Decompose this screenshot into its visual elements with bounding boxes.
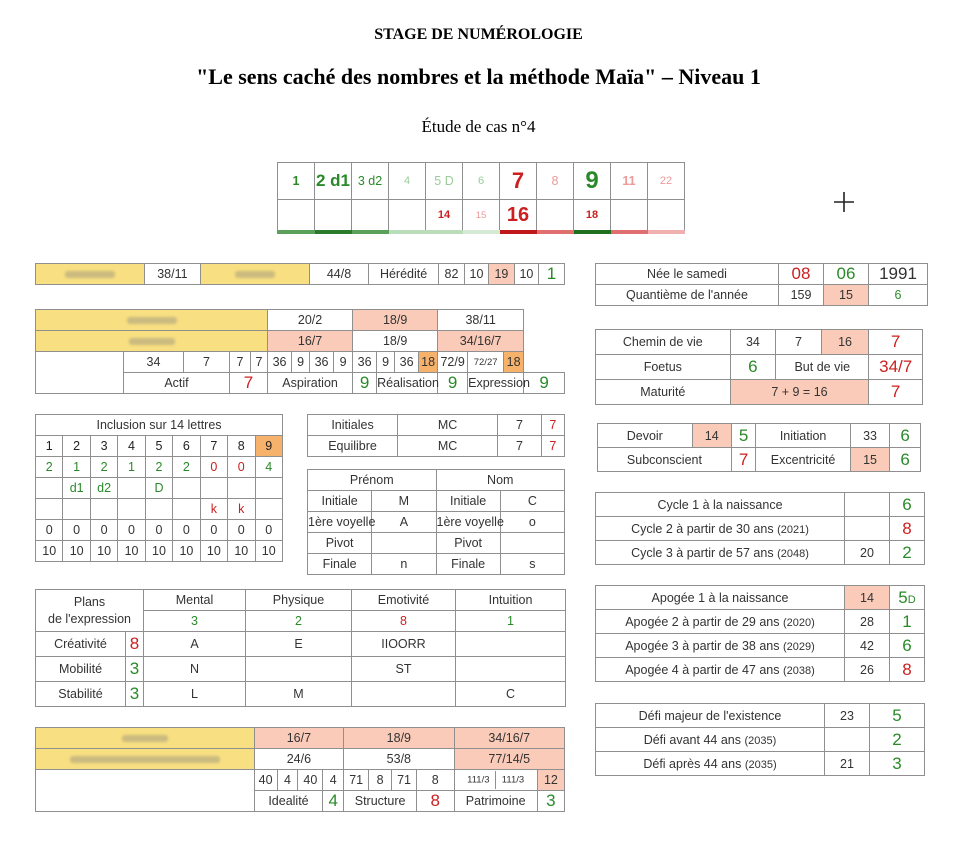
name-number: 71: [392, 770, 417, 791]
equilibre-label: Equilibre: [308, 436, 398, 457]
name-number: 40: [254, 770, 277, 791]
plan-cell: ST: [352, 657, 456, 682]
cycle-label: Cycle 2 à partir de 30 ans (2021): [596, 517, 845, 541]
nom-header: Nom: [436, 470, 565, 491]
birth-year: 1991: [869, 264, 928, 285]
crosshair-cursor-icon: [834, 192, 854, 212]
inclusion-karmic: k: [228, 499, 255, 520]
inclusion-count: 4: [255, 457, 283, 478]
plan-cell: C: [456, 682, 566, 707]
grid-cell: 7: [500, 163, 537, 200]
case-title: Étude de cas n°4: [421, 117, 536, 136]
inclusion-ten: 10: [90, 541, 117, 562]
cycles-table: [595, 492, 925, 565]
nom-finale: s: [500, 554, 564, 575]
chemin-value: 7: [776, 330, 822, 355]
name-number: 53/8: [344, 749, 454, 770]
nom-initiale-label: Initiale: [436, 491, 500, 512]
name-number: 36: [395, 352, 419, 373]
name-number: 9: [377, 352, 395, 373]
redacted-name: [200, 264, 309, 285]
cycle-number: [845, 517, 890, 541]
nom-pivot: [500, 533, 564, 554]
defi-label: Défi majeur de l'existence: [596, 704, 825, 728]
prenom-initiale: M: [372, 491, 436, 512]
initiation-label: Initiation: [756, 424, 851, 448]
inclusion-count: 2: [173, 457, 200, 478]
inclusion-ten: 10: [173, 541, 200, 562]
name-value: 38/11: [145, 264, 200, 285]
inclusion-count: 0: [200, 457, 227, 478]
defi-value: 2: [870, 728, 925, 752]
chemin-de-vie-table: [595, 329, 923, 405]
plan-cell: [246, 657, 352, 682]
inclusion-ten: 10: [63, 541, 90, 562]
quantieme-value: 159: [779, 285, 824, 306]
plan-cell: [352, 682, 456, 707]
inclusion-digit: 8: [228, 436, 255, 457]
name-number: 40: [298, 770, 323, 791]
heredite-value: 82: [438, 264, 464, 285]
initiales-label: Initiales: [308, 415, 398, 436]
grid-cell: [315, 200, 352, 233]
but-de-vie-value: 34/7: [869, 355, 923, 380]
apogee-number: 28: [845, 610, 890, 634]
cycle-value: 8: [890, 517, 925, 541]
patrimoine-value: 3: [537, 791, 564, 812]
inclusion-karmic: [173, 499, 200, 520]
actif-value: 7: [230, 373, 268, 394]
grid-cell: 3 d2: [352, 163, 389, 200]
nom-voyelle-label: 1ère voyelle: [436, 512, 500, 533]
inclusion-mark: [255, 478, 283, 499]
inclusion-karmic: [36, 499, 63, 520]
name-number: 9: [334, 352, 353, 373]
birth-table: [595, 263, 928, 306]
redacted-name: [36, 749, 255, 770]
inclusion-karmic: [118, 499, 145, 520]
plan-row-label: Mobilité: [36, 657, 126, 682]
name-number: 7: [230, 352, 251, 373]
name-number: 36: [268, 352, 292, 373]
stage-title: STAGE DE NUMÉROLOGIE: [374, 26, 583, 43]
name-number: 36: [310, 352, 334, 373]
grid-cell: [648, 200, 685, 233]
name-number: 7: [184, 352, 230, 373]
devoir-value: 14: [692, 424, 731, 448]
grid-cell: 11: [611, 163, 648, 200]
name-value: 44/8: [309, 264, 368, 285]
plans-title-line2: de l'expression: [48, 611, 131, 626]
inclusion-mark: [200, 478, 227, 499]
plan-row-label: Stabilité: [36, 682, 126, 707]
expression-value: 9: [524, 373, 565, 394]
inclusion-mark: D: [145, 478, 172, 499]
initiales-result: 7: [541, 415, 564, 436]
grid-cell: 5 D: [426, 163, 463, 200]
apogee-number: 14: [845, 586, 890, 610]
plan-cell: IIOORR: [352, 632, 456, 657]
inclusion-mark: [173, 478, 200, 499]
inclusion-count: 2: [90, 457, 117, 478]
inclusion-karmic: [145, 499, 172, 520]
prenom-voyelle-label: 1ère voyelle: [308, 512, 372, 533]
subconscient-value: 7: [731, 448, 755, 472]
apogee-label: Apogée 2 à partir de 29 ans (2020): [596, 610, 845, 634]
structure-value: 8: [417, 791, 455, 812]
inclusion-mark: d1: [63, 478, 90, 499]
name-number: [454, 770, 537, 791]
grid-cell: 18: [574, 200, 611, 233]
apogee-label: Apogée 3 à partir de 38 ans (2029): [596, 634, 845, 658]
prenom-nom-table: [307, 469, 565, 575]
plan-row-number: 3: [126, 657, 144, 682]
nom-initiale: C: [500, 491, 564, 512]
name-number: 16/7: [268, 331, 353, 352]
name-number: 38/11: [438, 310, 524, 331]
equilibre-number: 7: [498, 436, 542, 457]
empty-cell: [36, 770, 255, 812]
apogees-table: [595, 585, 925, 682]
aspiration-label: Aspiration: [268, 373, 353, 394]
grid-cell: [278, 200, 315, 233]
name-number: 34: [124, 352, 184, 373]
name-number: 34/16/7: [454, 728, 564, 749]
inclusion-ten: 10: [36, 541, 63, 562]
chemin-value: 34: [730, 330, 776, 355]
prenom-initiale-label: Initiale: [308, 491, 372, 512]
nom-pivot-label: Pivot: [436, 533, 500, 554]
inclusion-mark: d2: [90, 478, 117, 499]
plan-total-emotivite: 8: [352, 611, 456, 632]
grid-cell: 4: [389, 163, 426, 200]
equilibre-value: MC: [398, 436, 498, 457]
plan-cell: L: [144, 682, 246, 707]
cycle-value: 6: [890, 493, 925, 517]
initiales-number: 7: [498, 415, 542, 436]
devoir-result: 5: [731, 424, 755, 448]
name-number: 18/9: [353, 331, 438, 352]
redacted-name: [36, 310, 268, 331]
inclusion-zero: 0: [90, 520, 117, 541]
inclusion-zero: 0: [173, 520, 200, 541]
inclusion-ten: 10: [118, 541, 145, 562]
chemin-label: Chemin de vie: [596, 330, 731, 355]
excentricite-value: 15: [850, 448, 889, 472]
grid-cell: 6: [463, 163, 500, 200]
grid-cell: [611, 200, 648, 233]
inclusion-title: Inclusion sur 14 lettres: [36, 415, 283, 436]
quantieme-value: 15: [824, 285, 869, 306]
inclusion-digit: 2: [63, 436, 90, 457]
grid-cell: 8: [537, 163, 574, 200]
name-number: 77/14/5: [454, 749, 564, 770]
name-number: 71: [344, 770, 369, 791]
plan-cell: [456, 632, 566, 657]
plan-cell: A: [144, 632, 246, 657]
name-number-part: 111/3: [467, 774, 490, 786]
birth-month: 06: [824, 264, 869, 285]
name-number: 20/2: [268, 310, 353, 331]
cycle-value: 2: [890, 541, 925, 565]
grid-cell: [389, 200, 426, 233]
prenom-finale-label: Finale: [308, 554, 372, 575]
grid-cell: 16: [500, 200, 537, 233]
inclusion-karmic: [255, 499, 283, 520]
maturite-label: Maturité: [596, 380, 731, 405]
initiales-table: [307, 414, 565, 457]
prenom-voyelle: A: [372, 512, 436, 533]
defi-label: Défi avant 44 ans (2035): [596, 728, 825, 752]
inclusion-zero: 0: [255, 520, 283, 541]
grid-cell: 9: [574, 163, 611, 200]
defi-value: 3: [870, 752, 925, 776]
heredite-value: 19: [488, 264, 514, 285]
plan-cell: E: [246, 632, 352, 657]
defi-label: Défi après 44 ans (2035): [596, 752, 825, 776]
grid-cell: 15: [463, 200, 500, 233]
inclusion-mark: [228, 478, 255, 499]
birth-label: Née le samedi: [596, 264, 779, 285]
prenom-finale: n: [372, 554, 436, 575]
inclusion-count: 2: [36, 457, 63, 478]
inclusion-digit: 9: [255, 436, 283, 457]
plan-row-number: 8: [126, 632, 144, 657]
heredite-label: Hérédité: [369, 264, 439, 285]
inclusion-ten: 10: [228, 541, 255, 562]
apogee-value: 5D: [890, 586, 925, 610]
name-number: 12: [537, 770, 564, 791]
subconscient-label: Subconscient: [598, 448, 732, 472]
name-number: 8: [417, 770, 455, 791]
quantieme-label: Quantième de l'année: [596, 285, 779, 306]
name-number: 18/9: [353, 310, 438, 331]
inclusion-mark: [36, 478, 63, 499]
name-number: 24/6: [254, 749, 344, 770]
inclusion-mark: [118, 478, 145, 499]
name-number-part: 111/3: [501, 774, 525, 786]
inclusion-ten: 10: [255, 541, 283, 562]
inclusion-zero: 0: [145, 520, 172, 541]
name-number: 4: [323, 770, 344, 791]
cycle-number: 20: [845, 541, 890, 565]
idealite-table: [35, 727, 565, 812]
name-numbers-table: [35, 309, 565, 394]
foetus-value: 6: [730, 355, 776, 380]
apogee-label: Apogée 1 à la naissance: [596, 586, 845, 610]
actif-label: Actif: [124, 373, 230, 394]
foetus-label: Foetus: [596, 355, 731, 380]
redacted-name: [36, 264, 145, 285]
defi-number: 21: [825, 752, 870, 776]
inclusion-digit: 6: [173, 436, 200, 457]
patrimoine-label: Patrimoine: [454, 791, 537, 812]
inclusion-digit: 7: [200, 436, 227, 457]
plan-cell: [456, 657, 566, 682]
grid-cell: 14: [426, 200, 463, 233]
birth-day: 08: [779, 264, 824, 285]
excentricite-label: Excentricité: [756, 448, 851, 472]
idealite-value: 4: [323, 791, 344, 812]
inclusion-digit: 4: [118, 436, 145, 457]
name-number: 72/27: [468, 352, 504, 373]
defis-table: [595, 703, 925, 776]
idealite-label: Idealité: [254, 791, 323, 812]
inclusion-ten: 10: [145, 541, 172, 562]
plans-title: [36, 590, 144, 632]
prenom-pivot: [372, 533, 436, 554]
inclusion-digit: 1: [36, 436, 63, 457]
plan-total-mental: 3: [144, 611, 246, 632]
inclusion-karmic: [90, 499, 117, 520]
defi-value: 5: [870, 704, 925, 728]
name-number: 36: [353, 352, 377, 373]
name-number: 8: [369, 770, 392, 791]
name-number: 9: [292, 352, 310, 373]
initiation-result: 6: [890, 424, 921, 448]
heredite-result: 1: [538, 264, 564, 285]
apogee-value: 1: [890, 610, 925, 634]
inclusion-digit: 3: [90, 436, 117, 457]
top-number-grid: [277, 162, 685, 234]
heredite-value: 10: [464, 264, 488, 285]
inclusion-table: [35, 414, 283, 562]
apogee-number: 26: [845, 658, 890, 682]
grid-cell: [352, 200, 389, 233]
name-number: 18: [419, 352, 438, 373]
plan-cell: M: [246, 682, 352, 707]
redacted-name: [36, 728, 255, 749]
name-number: 72/9: [438, 352, 468, 373]
name-number: 18: [504, 352, 524, 373]
cycle-label: Cycle 1 à la naissance: [596, 493, 845, 517]
plan-total-physique: 2: [246, 611, 352, 632]
initiation-value: 33: [850, 424, 889, 448]
inclusion-karmic: k: [200, 499, 227, 520]
inclusion-count: 1: [118, 457, 145, 478]
grid-cell: [537, 200, 574, 233]
inclusion-karmic: [63, 499, 90, 520]
plan-header-physique: Physique: [246, 590, 352, 611]
inclusion-count: 0: [228, 457, 255, 478]
expression-label: Expression: [468, 373, 524, 394]
nom-finale-label: Finale: [436, 554, 500, 575]
aspiration-value: 9: [353, 373, 377, 394]
inclusion-digit: 5: [145, 436, 172, 457]
inclusion-zero: 0: [118, 520, 145, 541]
equilibre-result: 7: [541, 436, 564, 457]
plan-cell: N: [144, 657, 246, 682]
chemin-result: 7: [869, 330, 923, 355]
heredite-table: [35, 263, 565, 285]
chemin-value: 16: [821, 330, 869, 355]
realisation-value: 9: [438, 373, 468, 394]
grid-cell: 1: [278, 163, 315, 200]
quantieme-result: 6: [869, 285, 928, 306]
name-number: 4: [277, 770, 298, 791]
nom-voyelle: o: [500, 512, 564, 533]
plan-row-number: 3: [126, 682, 144, 707]
cycle-label: Cycle 3 à partir de 57 ans (2048): [596, 541, 845, 565]
apogee-value: 6: [890, 634, 925, 658]
prenom-header: Prénom: [308, 470, 437, 491]
defi-number: 23: [825, 704, 870, 728]
devoir-table: [597, 423, 921, 472]
plan-header-intuition: Intuition: [456, 590, 566, 611]
structure-label: Structure: [344, 791, 417, 812]
inclusion-count: 1: [63, 457, 90, 478]
inclusion-zero: 0: [228, 520, 255, 541]
but-de-vie-label: But de vie: [776, 355, 869, 380]
apogee-value: 8: [890, 658, 925, 682]
excentricite-result: 6: [890, 448, 921, 472]
cycle-number: [845, 493, 890, 517]
course-title: "Le sens caché des nombres et la méthode Maïa" – Niveau 1: [196, 64, 761, 89]
grid-cell: 2 d1: [315, 163, 352, 200]
plan-header-emotivite: Emotivité: [352, 590, 456, 611]
grid-cell: 22: [648, 163, 685, 200]
apogee-label: Apogée 4 à partir de 47 ans (2038): [596, 658, 845, 682]
prenom-pivot-label: Pivot: [308, 533, 372, 554]
inclusion-zero: 0: [200, 520, 227, 541]
inclusion-count: 2: [145, 457, 172, 478]
empty-cell: [36, 352, 124, 394]
plan-row-label: Créativité: [36, 632, 126, 657]
name-number: 16/7: [254, 728, 344, 749]
apogee-number: 42: [845, 634, 890, 658]
plans-title-line1: Plans: [73, 594, 106, 609]
initiales-value: MC: [398, 415, 498, 436]
redacted-name: [36, 331, 268, 352]
inclusion-zero: 0: [36, 520, 63, 541]
inclusion-zero: 0: [63, 520, 90, 541]
name-number: 7: [251, 352, 268, 373]
devoir-label: Devoir: [598, 424, 693, 448]
inclusion-ten: 10: [200, 541, 227, 562]
plans-expression-table: [35, 589, 566, 707]
plan-header-mental: Mental: [144, 590, 246, 611]
defi-number: [825, 728, 870, 752]
name-number: 18/9: [344, 728, 454, 749]
realisation-label: Réalisation: [377, 373, 438, 394]
name-number: 34/16/7: [438, 331, 524, 352]
heredite-value: 10: [514, 264, 538, 285]
maturite-value: 7: [869, 380, 923, 405]
maturite-calc: 7 + 9 = 16: [730, 380, 869, 405]
plan-total-intuition: 1: [456, 611, 566, 632]
